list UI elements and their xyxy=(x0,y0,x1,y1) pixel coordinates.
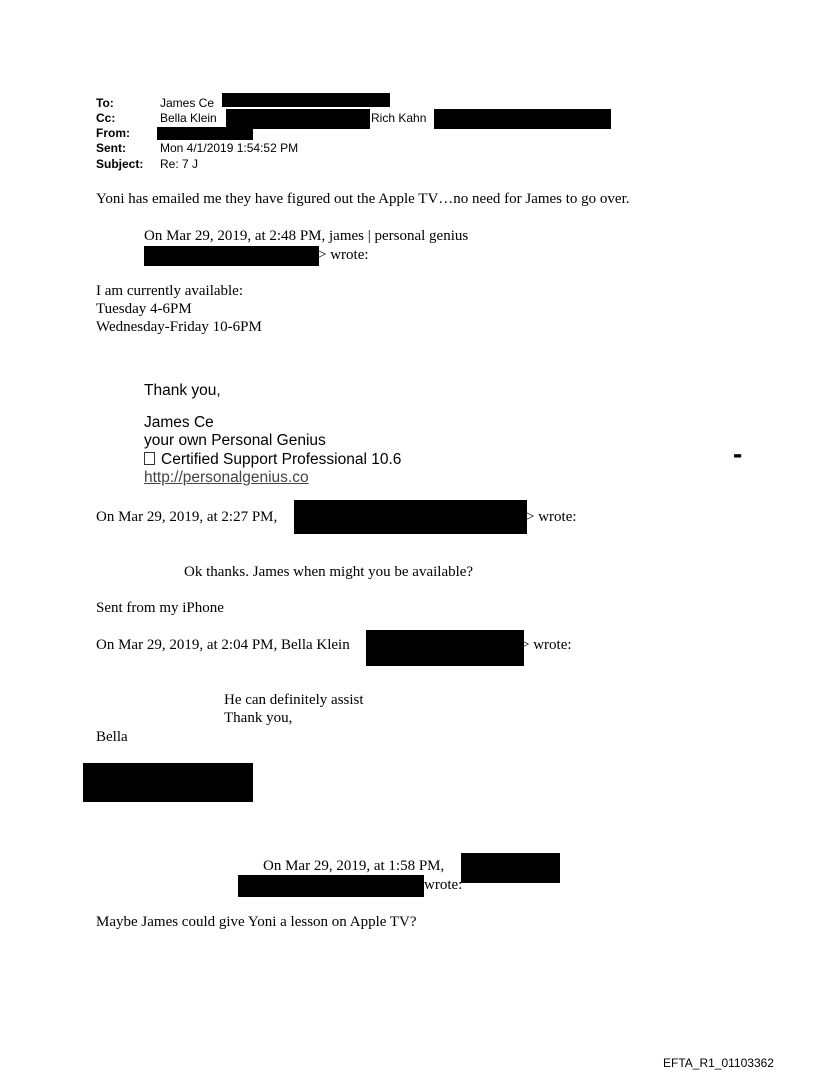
quote-1-wrote: > wrote: xyxy=(318,247,369,263)
quote-4-wrote: wrote: xyxy=(424,877,463,893)
to-value: James Ce xyxy=(160,96,215,110)
signature-link[interactable]: http://personalgenius.co xyxy=(144,469,309,486)
quote-3-line-2: Thank you, xyxy=(224,710,293,726)
quote-3-signoff: Bella xyxy=(96,729,128,745)
message-body: Yoni has emailed me they have figured out the Apple TV…no need for James to go over. xyxy=(96,191,630,207)
signature-cert-text: Certified Support Professional 10.6 xyxy=(161,451,402,468)
subject-label: Subject: xyxy=(96,157,144,171)
quote-1-attribution: On Mar 29, 2019, at 2:48 PM, james | personal genius xyxy=(144,228,469,244)
signature-tagline: your own Personal Genius xyxy=(144,432,326,449)
redaction-quote-4-email xyxy=(238,875,424,897)
sent-from-iphone: Sent from my iPhone xyxy=(96,600,224,616)
redaction-block xyxy=(83,763,253,802)
redaction-quote-3-email xyxy=(366,630,524,666)
quote-3-attribution: On Mar 29, 2019, at 2:04 PM, Bella Klein xyxy=(96,637,350,653)
quote-2-body: Ok thanks. James when might you be available? xyxy=(184,564,474,580)
availability-line-3: Wednesday-Friday 10-6PM xyxy=(96,319,262,335)
signature-cert xyxy=(144,451,401,469)
redaction-cc-email-1 xyxy=(226,109,370,129)
signature-thanks: Thank you, xyxy=(144,382,221,399)
sent-value: Mon 4/1/2019 1:54:52 PM xyxy=(160,141,299,155)
availability-line-1: I am currently available: xyxy=(96,283,244,299)
to-label: To: xyxy=(96,96,114,110)
availability-line-2: Tuesday 4-6PM xyxy=(96,301,192,317)
cc-value-1: Bella Klein xyxy=(160,111,217,125)
from-label: From: xyxy=(96,126,130,140)
redaction-from xyxy=(157,127,253,140)
quote-4-body: Maybe James could give Yoni a lesson on Apple TV? xyxy=(96,914,417,930)
quote-2-wrote: > wrote: xyxy=(526,509,577,525)
missing-glyph-icon xyxy=(144,452,155,465)
signature-name: James Ce xyxy=(144,414,214,431)
redaction-quote-4-sender xyxy=(461,853,560,883)
redaction-quote-2-sender xyxy=(294,500,527,534)
cc-label: Cc: xyxy=(96,111,116,125)
quote-3-line-1: He can definitely assist xyxy=(224,692,364,708)
quote-3-wrote: > wrote: xyxy=(521,637,572,653)
quote-4-attribution: On Mar 29, 2019, at 1:58 PM, xyxy=(263,858,445,874)
redaction-quote-1-email xyxy=(144,246,319,266)
subject-value: Re: 7 J xyxy=(160,157,199,171)
sent-label: Sent: xyxy=(96,141,126,155)
document-id: EFTA_R1_01103362 xyxy=(663,1056,774,1070)
margin-mark: - xyxy=(733,438,743,469)
cc-value-2: Rich Kahn xyxy=(371,111,427,125)
quote-2-attribution: On Mar 29, 2019, at 2:27 PM, xyxy=(96,509,278,525)
redaction-cc-email-2 xyxy=(434,109,611,129)
redaction-to-email xyxy=(222,93,390,107)
